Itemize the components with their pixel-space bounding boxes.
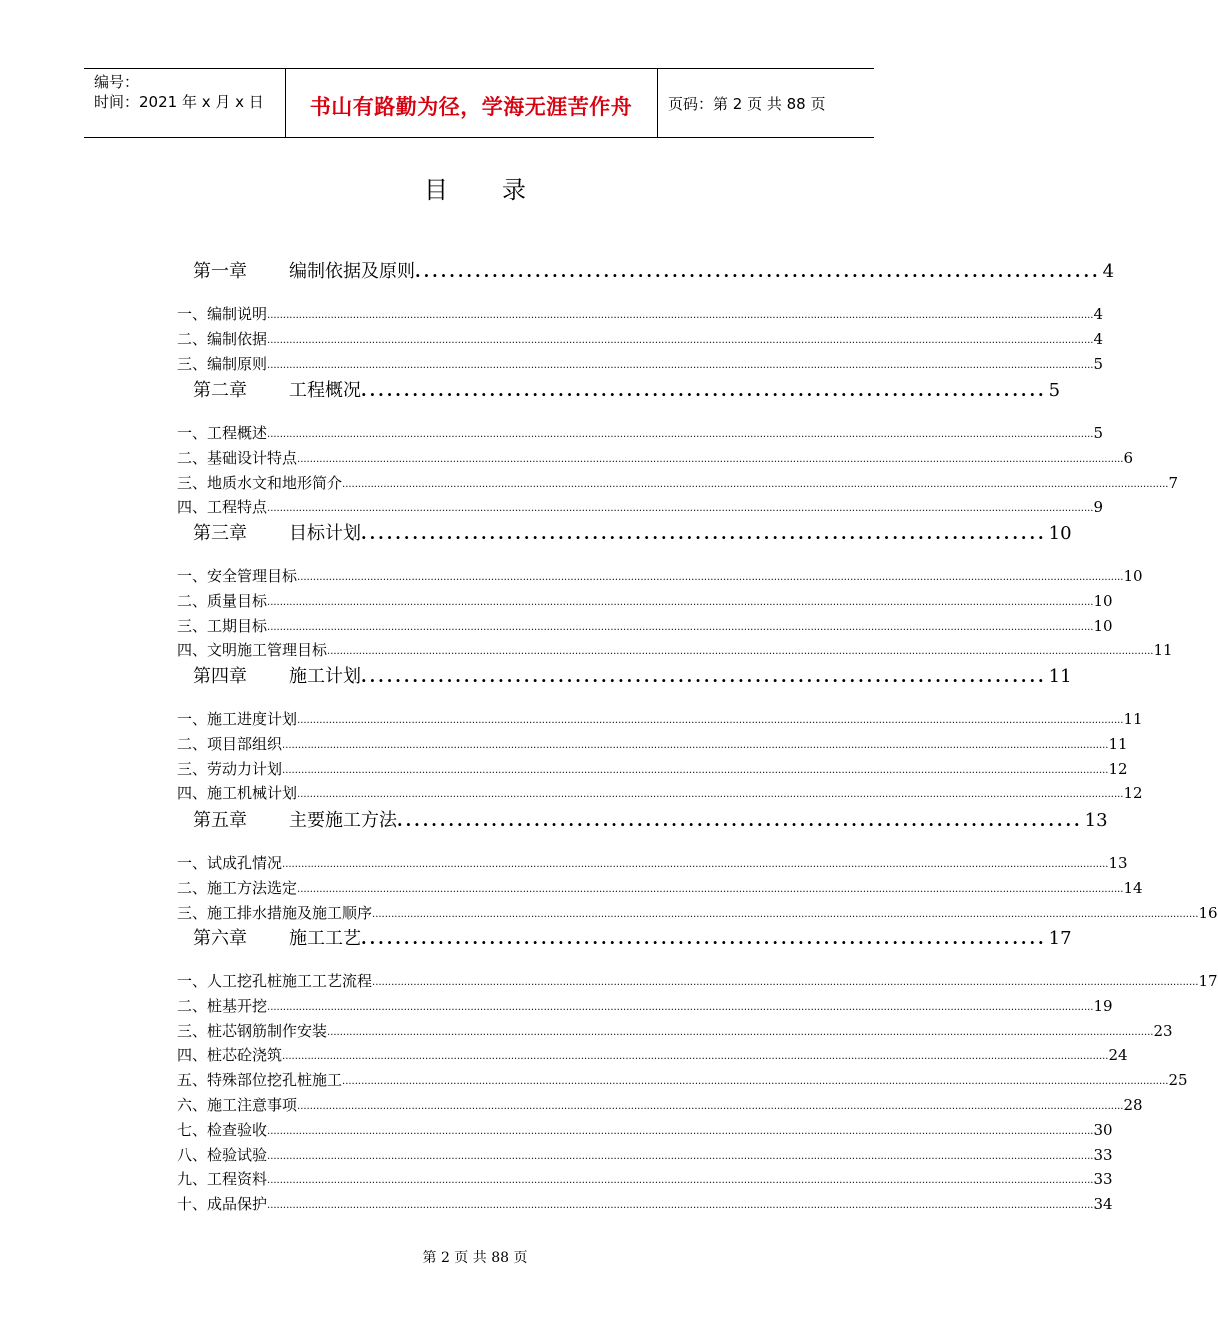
section-page-number: 11 <box>1153 641 1173 659</box>
section-title: 三、工期目标 <box>177 617 268 635</box>
section-page-number: 33 <box>1093 1170 1113 1188</box>
leader-dots: .................................................................................................................................................................................................................................................................... <box>267 335 1094 346</box>
toc-section-entry[interactable] <box>177 1169 1113 1189</box>
leader-dots: .................................................................................................................................................................................................................................................................... <box>297 789 1124 800</box>
section-page-number: 16 <box>1198 904 1218 922</box>
toc-title: 目录 <box>424 176 580 204</box>
section-page-number: 10 <box>1123 567 1143 585</box>
section-title: 十、成品保护 <box>177 1195 268 1213</box>
chapter-page-number: 10 <box>1048 523 1072 544</box>
leader-dots: .................................................................................................................................................................................................................................................................... <box>372 909 1199 920</box>
leader-dots: .................................................................................................................................................................................................................................................................... <box>267 1175 1094 1186</box>
chapter-number: 第三章 <box>193 523 247 544</box>
toc-section-entry[interactable] <box>177 304 1104 324</box>
section-page-number: 5 <box>1093 424 1104 442</box>
chapter-number: 第二章 <box>193 380 247 401</box>
section-page-number: 30 <box>1093 1121 1113 1139</box>
section-title: 五、特殊部位挖孔桩施工 <box>177 1071 343 1089</box>
header-motto-cell <box>285 69 658 137</box>
section-page-number: 14 <box>1123 879 1143 897</box>
section-title: 八、检验试验 <box>177 1146 268 1164</box>
toc-section-entry[interactable] <box>177 759 1128 779</box>
toc-chapter-entry[interactable] <box>193 378 1061 404</box>
section-page-number: 4 <box>1093 305 1104 323</box>
chapter-page-number: 13 <box>1084 810 1108 831</box>
chapter-title: 主要施工方法 <box>289 810 397 831</box>
section-title: 一、编制说明 <box>177 305 268 323</box>
toc-section-entry[interactable] <box>177 734 1128 754</box>
toc-section-entry[interactable] <box>177 423 1104 443</box>
section-title: 二、基础设计特点 <box>177 449 298 467</box>
section-title: 三、编制原则 <box>177 355 268 373</box>
leader-dots: .................................................................................................................................................................................................................................................................... <box>327 1027 1154 1038</box>
page-header <box>84 68 874 138</box>
section-page-number: 17 <box>1198 972 1218 990</box>
section-page-number: 9 <box>1093 498 1104 516</box>
leader-dots: .................................................................................................................................................................................................................................................................... <box>297 1101 1124 1112</box>
leader-dots: ................................................................................ <box>415 262 1101 281</box>
leader-dots: .................................................................................................................................................................................................................................................................... <box>267 1200 1094 1211</box>
chapter-number: 第四章 <box>193 666 247 687</box>
leader-dots: .................................................................................................................................................................................................................................................................... <box>267 1126 1094 1137</box>
chapter-number: 第一章 <box>193 261 247 282</box>
section-page-number: 10 <box>1093 592 1113 610</box>
section-title: 四、施工机械计划 <box>177 784 298 802</box>
section-title: 二、项目部组织 <box>177 735 283 753</box>
section-title: 二、质量目标 <box>177 592 268 610</box>
leader-dots: .................................................................................................................................................................................................................................................................... <box>297 454 1124 465</box>
toc-section-entry[interactable] <box>177 996 1113 1016</box>
serial-label: 编号： <box>94 73 140 91</box>
section-page-number: 7 <box>1168 474 1179 492</box>
leader-dots: .................................................................................................................................................................................................................................................................... <box>297 715 1124 726</box>
toc-section-entry[interactable] <box>177 1095 1143 1115</box>
leader-dots: .................................................................................................................................................................................................................................................................... <box>267 597 1094 608</box>
toc-section-entry[interactable] <box>177 1021 1173 1041</box>
date-label: 时间：2021 年 x 月 x 日 <box>94 93 264 111</box>
section-title: 一、施工进度计划 <box>177 710 298 728</box>
section-title: 三、施工排水措施及施工顺序 <box>177 904 373 922</box>
section-page-number: 25 <box>1168 1071 1188 1089</box>
section-page-number: 11 <box>1123 710 1143 728</box>
section-title: 四、工程特点 <box>177 498 268 516</box>
toc-chapter-entry[interactable] <box>193 808 1108 834</box>
section-page-number: 33 <box>1093 1146 1113 1164</box>
section-title: 二、编制依据 <box>177 330 268 348</box>
toc-section-entry[interactable] <box>177 640 1173 660</box>
leader-dots: .................................................................................................................................................................................................................................................................... <box>282 859 1109 870</box>
section-page-number: 4 <box>1093 330 1104 348</box>
leader-dots: .................................................................................................................................................................................................................................................................... <box>267 1151 1094 1162</box>
leader-dots: ................................................................................ <box>397 811 1083 830</box>
toc-section-entry[interactable] <box>177 709 1143 729</box>
section-page-number: 12 <box>1123 784 1143 802</box>
leader-dots: .................................................................................................................................................................................................................................................................... <box>342 1076 1169 1087</box>
section-title: 一、安全管理目标 <box>177 567 298 585</box>
toc-section-entry[interactable] <box>177 783 1143 803</box>
section-page-number: 23 <box>1153 1022 1173 1040</box>
toc-section-entry[interactable] <box>177 591 1113 611</box>
toc-chapter-entry[interactable] <box>193 926 1072 952</box>
toc-section-entry[interactable] <box>177 566 1143 586</box>
section-title: 一、试成孔情况 <box>177 854 283 872</box>
toc-chapter-entry[interactable] <box>193 521 1072 547</box>
toc-section-entry[interactable] <box>177 497 1104 517</box>
leader-dots: .................................................................................................................................................................................................................................................................... <box>282 740 1109 751</box>
chapter-page-number: 11 <box>1048 666 1072 687</box>
chapter-title: 目标计划 <box>289 523 361 544</box>
leader-dots: .................................................................................................................................................................................................................................................................... <box>267 503 1094 514</box>
leader-dots: .................................................................................................................................................................................................................................................................... <box>297 572 1124 583</box>
chapter-page-number: 5 <box>1048 380 1061 401</box>
leader-dots: ................................................................................ <box>361 667 1047 686</box>
chapter-page-number: 4 <box>1102 261 1115 282</box>
chapter-title: 施工计划 <box>289 666 361 687</box>
section-title: 二、桩基开挖 <box>177 997 268 1015</box>
toc-section-entry[interactable] <box>177 1145 1113 1165</box>
leader-dots: .................................................................................................................................................................................................................................................................... <box>282 1051 1109 1062</box>
section-page-number: 28 <box>1123 1096 1143 1114</box>
section-page-number: 34 <box>1093 1195 1113 1213</box>
leader-dots: .................................................................................................................................................................................................................................................................... <box>267 1002 1094 1013</box>
leader-dots: .................................................................................................................................................................................................................................................................... <box>372 977 1199 988</box>
chapter-title: 施工工艺 <box>289 928 361 949</box>
section-title: 四、文明施工管理目标 <box>177 641 328 659</box>
section-title: 四、桩芯砼浇筑 <box>177 1046 283 1064</box>
header-right-cell <box>658 69 874 137</box>
leader-dots: .................................................................................................................................................................................................................................................................... <box>342 479 1169 490</box>
section-title: 一、工程概述 <box>177 424 268 442</box>
toc-section-entry[interactable] <box>177 878 1143 898</box>
toc-section-entry[interactable] <box>177 473 1179 493</box>
toc-section-entry[interactable] <box>177 448 1134 468</box>
leader-dots: .................................................................................................................................................................................................................................................................... <box>327 646 1154 657</box>
toc-section-entry[interactable] <box>177 971 1218 991</box>
chapter-title: 编制依据及原则 <box>289 261 415 282</box>
section-page-number: 13 <box>1108 854 1128 872</box>
section-title: 一、人工挖孔桩施工工艺流程 <box>177 972 373 990</box>
toc-section-entry[interactable] <box>177 1070 1188 1090</box>
toc-section-entry[interactable] <box>177 354 1104 374</box>
section-page-number: 12 <box>1108 760 1128 778</box>
motto: 书山有路勤为径，学海无涯苦作舟 <box>309 95 633 119</box>
toc-section-entry[interactable] <box>177 616 1113 636</box>
section-page-number: 5 <box>1093 355 1104 373</box>
header-left-cell <box>84 69 286 137</box>
section-page-number: 10 <box>1093 617 1113 635</box>
leader-dots: ................................................................................ <box>361 381 1047 400</box>
toc-chapter-entry[interactable] <box>193 664 1072 690</box>
leader-dots: ................................................................................ <box>361 524 1047 543</box>
chapter-number: 第五章 <box>193 810 247 831</box>
page-footer: 第 2 页 共 88 页 <box>422 1250 528 1266</box>
toc-chapter-entry[interactable] <box>193 259 1115 285</box>
leader-dots: .................................................................................................................................................................................................................................................................... <box>267 622 1094 633</box>
toc-section-entry[interactable] <box>177 1120 1113 1140</box>
section-title: 三、桩芯钢筋制作安装 <box>177 1022 328 1040</box>
section-title: 六、施工注意事项 <box>177 1096 298 1114</box>
leader-dots: .................................................................................................................................................................................................................................................................... <box>267 310 1094 321</box>
section-page-number: 19 <box>1093 997 1113 1015</box>
leader-dots: .................................................................................................................................................................................................................................................................... <box>282 765 1109 776</box>
section-page-number: 24 <box>1108 1046 1128 1064</box>
chapter-page-number: 17 <box>1048 928 1072 949</box>
toc-section-entry[interactable] <box>177 1194 1113 1214</box>
section-page-number: 11 <box>1108 735 1128 753</box>
section-page-number: 6 <box>1123 449 1134 467</box>
section-title: 九、工程资料 <box>177 1170 268 1188</box>
toc-section-entry[interactable] <box>177 903 1218 923</box>
leader-dots: .................................................................................................................................................................................................................................................................... <box>267 360 1094 371</box>
section-title: 二、施工方法选定 <box>177 879 298 897</box>
section-title: 七、检查验收 <box>177 1121 268 1139</box>
chapter-number: 第六章 <box>193 928 247 949</box>
section-title: 三、劳动力计划 <box>177 760 283 778</box>
toc-section-entry[interactable] <box>177 1045 1128 1065</box>
leader-dots: .................................................................................................................................................................................................................................................................... <box>267 429 1094 440</box>
leader-dots: .................................................................................................................................................................................................................................................................... <box>297 884 1124 895</box>
toc-section-entry[interactable] <box>177 329 1104 349</box>
section-title: 三、地质水文和地形简介 <box>177 474 343 492</box>
toc-section-entry[interactable] <box>177 853 1128 873</box>
header-page-info: 页码：第 2 页 共 88 页 <box>668 95 826 113</box>
chapter-title: 工程概况 <box>289 380 361 401</box>
leader-dots: ................................................................................ <box>361 929 1047 948</box>
